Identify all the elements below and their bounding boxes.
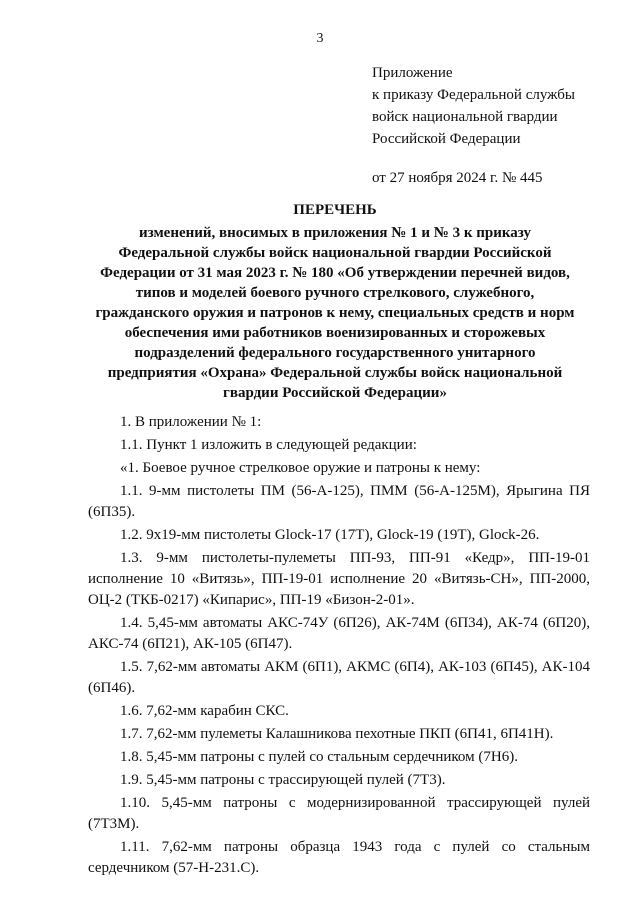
- body-paragraph: 1. В приложении № 1:: [120, 414, 262, 430]
- subtitle-line: Федерации от 31 мая 2023 г. № 180 «Об утверждении перечней видов,: [100, 265, 570, 281]
- subtitle-line: обеспечения ими работников военизированных и сторожевых: [124, 325, 546, 341]
- subtitle-line: гвардии Российской Федерации»: [223, 385, 447, 401]
- appendix-header: [372, 62, 592, 189]
- body-paragraph: 1.6. 7,62-мм карабин СКС.: [120, 703, 289, 719]
- body-paragraph: 1.4. 5,45-мм автоматы АКС-74У (6П26), АК-74М (6П34), АК-74 (6П20), АКС-74 (6П21), АК-105 (6П47).: [88, 615, 590, 652]
- page-number: 3: [316, 31, 324, 46]
- subtitle-line: Федеральной службы войск национальной гвардии Российской: [118, 245, 552, 261]
- body-paragraph: 1.5. 7,62-мм автоматы АКМ (6П1), АКМС (6П4), АК-103 (6П45), АК-104 (6П46).: [88, 659, 590, 696]
- body-paragraph: 1.8. 5,45-мм патроны с пулей со стальным сердечником (7Н6).: [120, 749, 518, 765]
- body-paragraph: 1.1. Пункт 1 изложить в следующей редакции:: [120, 437, 417, 453]
- subtitle-line: предприятия «Охрана» Федеральной службы войск национальной: [107, 365, 563, 381]
- subtitle-line: гражданского оружия и патронов к нему, специальных средств и норм: [95, 305, 575, 321]
- document-body: [88, 412, 590, 881]
- document-title: ПЕРЕЧЕНЬ: [293, 202, 377, 218]
- appendix-line: Приложение: [372, 65, 453, 81]
- appendix-date: от 27 ноября 2024 г. № 445: [372, 170, 543, 186]
- appendix-line: Российской Федерации: [372, 131, 521, 147]
- appendix-line: к приказу Федеральной службы: [372, 87, 576, 103]
- body-paragraph: 1.1. 9-мм пистолеты ПМ (56-А-125), ПММ (56-А-125М), Ярыгина ПЯ (6П35).: [88, 483, 590, 520]
- subtitle-line: изменений, вносимых в приложения № 1 и № 3 к приказу: [139, 225, 531, 241]
- subtitle-line: подразделений федерального государственного унитарного: [134, 345, 536, 361]
- subtitle-line: типов и моделей боевого ручного стрелкового, служебного,: [135, 285, 535, 301]
- body-paragraph: 1.7. 7,62-мм пулеметы Калашникова пехотные ПКП (6П41, 6П41Н).: [120, 726, 554, 742]
- appendix-line: войск национальной гвардии: [372, 109, 558, 125]
- body-paragraph: 1.10. 5,45-мм патроны с модернизированной трассирующей пулей (7Т3М).: [88, 795, 590, 832]
- body-paragraph: 1.3. 9-мм пистолеты-пулеметы ПП-93, ПП-91 «Кедр», ПП-19-01 исполнение 10 «Витязь», ПП-19-01 исполнение 20 «Витязь-СН», ПП-2000, ОЦ-2 (ТКБ-0217) «Кипарис», ПП-19 «Бизон-2-01».: [88, 550, 590, 608]
- body-paragraph: «1. Боевое ручное стрелковое оружие и патроны к нему:: [120, 460, 481, 476]
- body-paragraph: 1.2. 9х19-мм пистолеты Glock-17 (17T), Glock-19 (19T), Glock-26.: [120, 527, 540, 543]
- document-subtitle: [80, 223, 590, 403]
- body-paragraph: 1.11. 7,62-мм патроны образца 1943 года с пулей со стальным сердечником (57-Н-231.С).: [88, 839, 590, 876]
- body-paragraph: 1.9. 5,45-мм патроны с трассирующей пулей (7Т3).: [120, 772, 446, 788]
